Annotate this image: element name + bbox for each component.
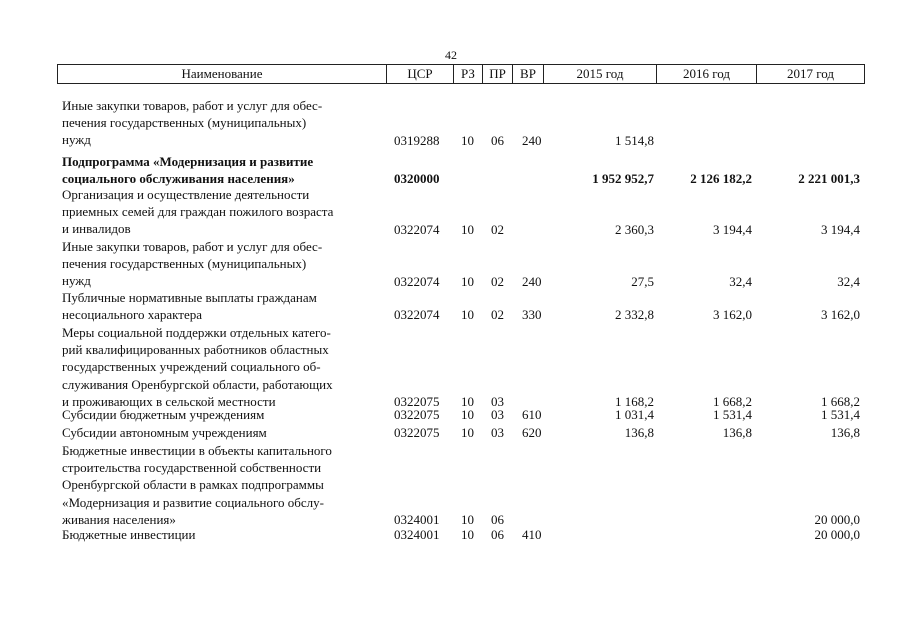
table-row — [0, 442, 905, 528]
row-value-2015: 27,5 — [631, 274, 654, 289]
row-vr: 240 — [522, 133, 542, 148]
row-name — [62, 97, 392, 149]
header-vr: ВР — [513, 65, 544, 83]
row-name — [62, 289, 392, 323]
row-name-line: Иные закупки товаров, работ и услуг для обес- — [62, 98, 323, 113]
row-pr: 02 — [491, 274, 504, 289]
row-pr: 03 — [491, 407, 504, 422]
row-rz: 10 — [461, 425, 474, 440]
row-value-2016: 136,8 — [722, 425, 752, 440]
row-pr: 06 — [491, 527, 504, 542]
row-name-line: печения государственных (муниципальных) — [62, 256, 307, 272]
row-value-2017: 3 162,0 — [821, 307, 860, 322]
row-name-line: печения государственных (муниципальных) — [62, 115, 307, 131]
header-2017: 2017 год — [787, 66, 834, 81]
row-csr: 0322074 — [394, 222, 440, 237]
row-value-2017: 1 668,2 — [821, 394, 860, 409]
row-value-2017: 136,8 — [830, 425, 860, 440]
row-name-line: Субсидии автономным учреждениям — [62, 425, 267, 440]
row-value-2015: 1 514,8 — [615, 133, 654, 148]
row-value-2017: 3 194,4 — [821, 222, 860, 237]
row-name-line: приемных семей для граждан пожилого возраста — [62, 204, 334, 220]
row-vr: 410 — [522, 527, 542, 542]
row-csr: 0322074 — [394, 274, 440, 289]
header-2015: 2015 год — [544, 65, 657, 83]
header-name: Наименование — [58, 65, 387, 83]
row-value-2015: 1 952 952,7 — [592, 171, 654, 186]
row-name-line: государственных учреждений социального об- — [62, 359, 321, 375]
row-name — [62, 186, 392, 238]
row-name — [62, 153, 392, 187]
row-value-2016: 1 531,4 — [713, 407, 752, 422]
row-value-2016: 2 126 182,2 — [690, 171, 752, 186]
row-rz: 10 — [461, 527, 474, 542]
row-rz: 10 — [461, 307, 474, 322]
row-vr: 240 — [522, 274, 542, 289]
row-value-2017: 20 000,0 — [814, 512, 860, 527]
header-csr: ЦСР — [387, 65, 454, 83]
row-pr: 03 — [491, 394, 504, 409]
table-row — [0, 289, 905, 323]
table-row — [0, 153, 905, 187]
row-csr: 0324001 — [394, 527, 440, 542]
row-name-line: «Модернизация и развитие социального обслу- — [62, 494, 324, 510]
row-value-2017: 20 000,0 — [814, 527, 860, 542]
table-row — [0, 186, 905, 238]
row-rz: 10 — [461, 394, 474, 409]
row-value-2016: 3 194,4 — [713, 222, 752, 237]
row-value-2015: 1 168,2 — [615, 394, 654, 409]
table-row — [0, 238, 905, 290]
table-row — [0, 526, 905, 543]
row-name-line: служивания Оренбургской области, работающих — [62, 376, 333, 392]
table-header — [57, 64, 865, 84]
table-row — [0, 406, 905, 423]
table-row — [0, 324, 905, 410]
row-csr: 0322075 — [394, 425, 440, 440]
row-name-line: Подпрограмма «Модернизация и развитие — [62, 154, 314, 169]
row-name-line: живания населения» — [62, 511, 176, 527]
row-name-line: и инвалидов — [62, 221, 131, 237]
row-pr: 06 — [491, 512, 504, 527]
row-name-line: Оренбургской области в рамках подпрограммы — [62, 477, 324, 493]
header-rz: РЗ — [454, 65, 483, 83]
row-csr: 0319288 — [394, 133, 440, 148]
table-row — [0, 97, 905, 149]
row-pr: 02 — [491, 222, 504, 237]
row-value-2015: 1 031,4 — [615, 407, 654, 422]
row-name-line: Публичные нормативные выплаты гражданам — [62, 290, 317, 305]
row-csr: 0324001 — [394, 512, 440, 527]
row-name-line: Меры социальной поддержки отдельных катего- — [62, 325, 331, 340]
row-value-2015: 2 360,3 — [615, 222, 654, 237]
row-value-2015: 136,8 — [624, 425, 654, 440]
row-pr: 06 — [491, 133, 504, 148]
row-pr: 02 — [491, 307, 504, 322]
row-rz: 10 — [461, 274, 474, 289]
row-name-line: Организация и осуществление деятельности — [62, 187, 310, 202]
row-value-2017: 2 221 001,3 — [798, 171, 860, 186]
row-rz: 10 — [461, 512, 474, 527]
row-name-line: несоциального характера — [62, 307, 202, 323]
row-csr: 0322075 — [394, 394, 440, 409]
row-name — [62, 442, 392, 528]
row-name-line: и проживающих в сельской местности — [62, 393, 276, 409]
row-name-line: социального обслуживания населения» — [62, 171, 295, 187]
row-value-2016: 32,4 — [729, 274, 752, 289]
row-value-2016: 3 162,0 — [713, 307, 752, 322]
row-value-2016: 1 668,2 — [713, 394, 752, 409]
row-rz: 10 — [461, 222, 474, 237]
row-pr: 03 — [491, 425, 504, 440]
row-name-line: нужд — [62, 273, 91, 289]
row-vr: 610 — [522, 407, 542, 422]
row-name-line: Иные закупки товаров, работ и услуг для обес- — [62, 239, 323, 254]
row-csr: 0322074 — [394, 307, 440, 322]
page-number: 42 — [445, 48, 457, 62]
row-rz: 10 — [461, 407, 474, 422]
row-name-line: Бюджетные инвестиции в объекты капитального — [62, 443, 332, 458]
row-value-2015: 2 332,8 — [615, 307, 654, 322]
row-csr: 0322075 — [394, 407, 440, 422]
row-rz: 10 — [461, 133, 474, 148]
row-name-line: Бюджетные инвестиции — [62, 527, 196, 542]
header-pr: ПР — [483, 65, 513, 83]
row-name — [62, 238, 392, 290]
row-name-line: Субсидии бюджетным учреждениям — [62, 407, 265, 422]
row-name — [62, 526, 392, 543]
row-name-line: нужд — [62, 132, 91, 148]
row-name-line: рий квалифицированных работников областных — [62, 342, 329, 358]
header-2016: 2016 год — [657, 65, 757, 83]
row-csr: 0320000 — [394, 171, 440, 186]
row-vr: 620 — [522, 425, 542, 440]
row-value-2017: 1 531,4 — [821, 407, 860, 422]
table-row — [0, 424, 905, 441]
row-name — [62, 324, 392, 410]
row-value-2017: 32,4 — [837, 274, 860, 289]
row-name-line: строительства государственной собственности — [62, 460, 322, 476]
row-vr: 330 — [522, 307, 542, 322]
row-name — [62, 406, 392, 423]
row-name — [62, 424, 392, 441]
